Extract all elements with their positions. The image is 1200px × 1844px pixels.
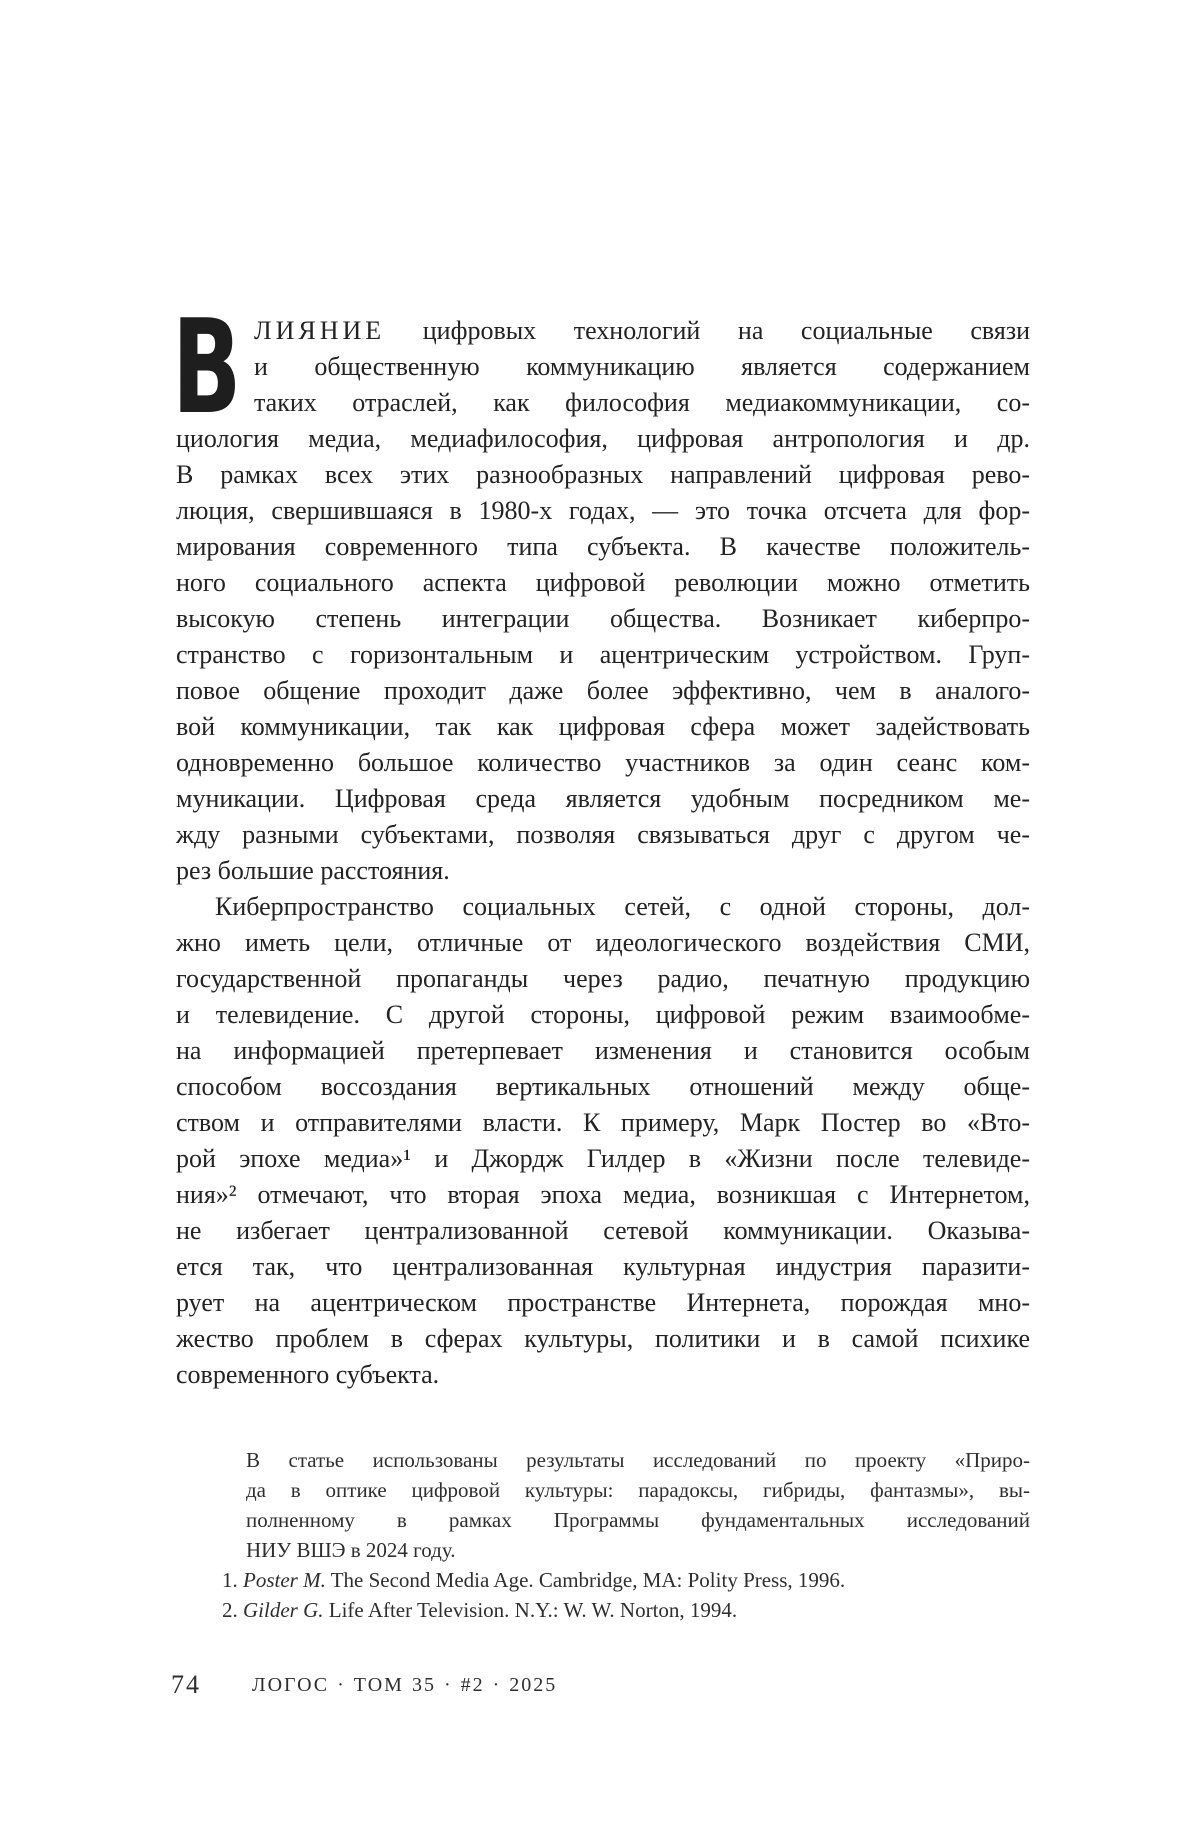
article-body xyxy=(172,291,1031,1393)
acknowledgment-note xyxy=(176,1445,1030,1565)
text-line: высокую степень интеграции общества. Возникает киберпро- xyxy=(176,604,1030,633)
text-line: повое общение проходит даже более эффективно, чем в аналого- xyxy=(176,676,1030,705)
text-line: таких отраслей, как философия медиакоммуникации, со- xyxy=(254,388,1030,417)
footnote-number: 2. xyxy=(222,1598,238,1622)
paragraph-1 xyxy=(172,291,1031,889)
text-line: вой коммуникации, так как цифровая сфера может задействовать xyxy=(176,712,1030,741)
text-line-rest: цифровых технологий на социальные связи xyxy=(422,316,1031,345)
text-line: жно иметь цели, отличные от идеологического воздействия СМИ, xyxy=(176,928,1030,957)
footnote-number: 1. xyxy=(222,1568,238,1592)
text-line: одновременно большое количество участников за один сеанс ком- xyxy=(176,748,1030,777)
text-line: циология медиа, медиафилософия, цифровая антропология и др. xyxy=(176,424,1030,453)
journal-running-title: ЛОГОС · ТОМ 35 · #2 · 2025 xyxy=(252,1674,558,1696)
text-line: мирования современного типа субъекта. В качестве положитель- xyxy=(176,532,1030,561)
text-line xyxy=(176,313,1030,349)
note-line: НИУ ВШЭ в 2024 году. xyxy=(246,1538,456,1562)
text-line: на информацией претерпевает изменения и становится особым xyxy=(176,1036,1030,1065)
text-line: ного социального аспекта цифровой революции можно отметить xyxy=(176,568,1030,597)
text-line: государственной пропаганды через радио, печатную продукцию xyxy=(176,964,1030,993)
footnote-2 xyxy=(176,1595,1030,1625)
footnote-text: The Second Media Age. Cambridge, MA: Polity Press, 1996. xyxy=(330,1568,846,1592)
text-line: жду разными субъектами, позволяя связываться друг с другом че- xyxy=(176,820,1030,849)
note-line: да в оптике цифровой культуры: парадоксы, гибриды, фантазмы», вы- xyxy=(246,1478,1030,1502)
paragraph-2 xyxy=(176,889,1030,1393)
text-line: способом воссоздания вертикальных отношений между обще- xyxy=(176,1072,1030,1101)
page-number: 74 xyxy=(171,1670,201,1699)
text-line: не избегает централизованной сетевой коммуникации. Оказыва- xyxy=(176,1216,1030,1245)
text-line: муникации. Цифровая среда является удобным посредником ме- xyxy=(176,784,1030,813)
text-line: современного субъекта. xyxy=(176,1360,440,1389)
text-line: ется так, что централизованная культурная индустрия паразити- xyxy=(176,1252,1030,1281)
drop-cap xyxy=(172,291,254,443)
drop-cap-letter: В xyxy=(172,291,242,443)
text-line: и телевидение. С другой стороны, цифровой режим взаимообме- xyxy=(176,1000,1030,1029)
text-line: ством и отправителями власти. К примеру, Марк Постер во «Вто- xyxy=(176,1108,1030,1137)
footnotes-section xyxy=(176,1445,1030,1625)
text-line: рует на ацентрическом пространстве Интернета, порождая мно- xyxy=(176,1288,1030,1317)
text-line: рой эпохе медиа»¹ и Джордж Гилдер в «Жизни после телевиде- xyxy=(176,1144,1030,1173)
text-line: Киберпространство социальных сетей, с одной стороны, дол- xyxy=(215,892,1030,921)
text-line: рез большие расстояния. xyxy=(176,856,450,885)
footnote-author: Gilder G. xyxy=(243,1598,324,1622)
lead-word: ЛИЯНИЕ xyxy=(254,316,386,345)
text-line: ния»² отмечают, что вторая эпоха медиа, возникшая с Интернетом, xyxy=(176,1180,1030,1209)
text-line: и общественную коммуникацию является содержанием xyxy=(254,352,1030,381)
text-line: жество проблем в сферах культуры, политики и в самой психике xyxy=(176,1324,1030,1353)
note-line: В статье использованы результаты исследований по проекту «Приро- xyxy=(246,1448,1030,1472)
footnote-text: Life After Television. N.Y.: W. W. Norton, 1994. xyxy=(328,1598,738,1622)
text-line: люция, свершившаяся в 1980-х годах, — это точка отсчета для фор- xyxy=(176,496,1030,525)
footnote-1 xyxy=(176,1565,1030,1595)
text-line: В рамках всех этих разнообразных направлений цифровая рево- xyxy=(176,460,1030,489)
page-footer xyxy=(0,1670,1200,1700)
footnote-author: Poster M. xyxy=(243,1568,326,1592)
note-line: полненному в рамках Программы фундаментальных исследований xyxy=(246,1508,1030,1532)
text-line: странство с горизонтальным и ацентрическим устройством. Груп- xyxy=(176,640,1030,669)
